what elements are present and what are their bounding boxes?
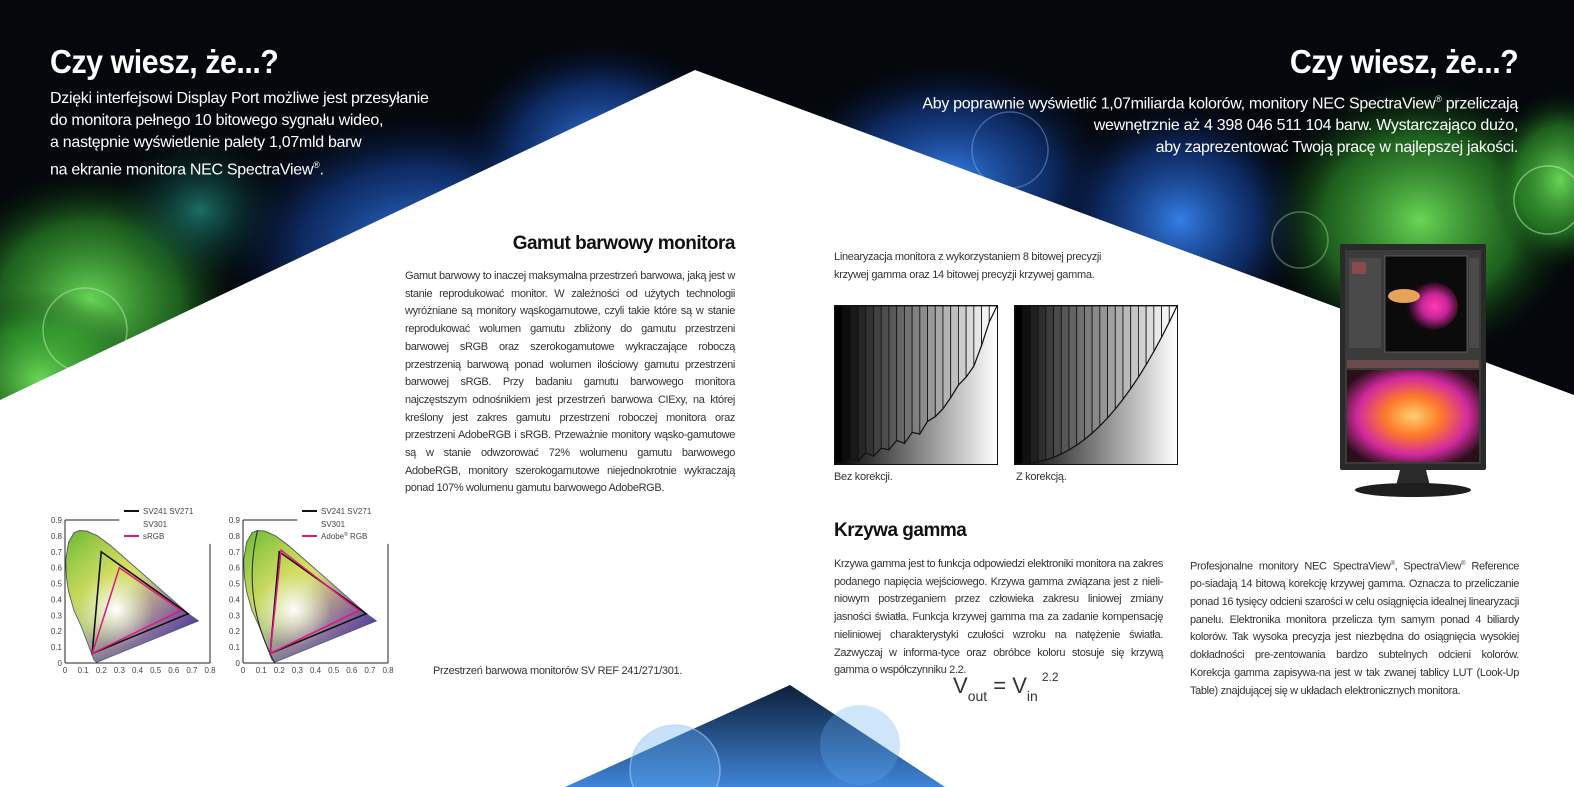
y-tick-label: 0.7	[228, 547, 240, 557]
gray-step-bar	[897, 306, 905, 443]
formula-equals: =	[987, 673, 1013, 698]
gray-step-bar	[1100, 306, 1108, 426]
legend-label-reference: sRGB	[143, 532, 165, 541]
gray-step-bar	[1061, 306, 1069, 454]
formula-sub-in: in	[1026, 688, 1038, 704]
pro-text-part: Profesjonalne monitory NEC SpectraView	[1190, 560, 1391, 573]
y-tick-label: 0	[235, 659, 240, 668]
x-tick-label: 0.6	[168, 666, 180, 675]
x-tick-label: 0.7	[186, 666, 198, 675]
uncorrected-label: Bez korekcji.	[834, 471, 893, 483]
x-tick-label: 0.2	[273, 666, 285, 675]
formula-exponent: 2.2	[1041, 670, 1059, 684]
gray-step-bar	[943, 306, 951, 409]
y-tick-label: 0.8	[50, 531, 62, 541]
cie-chart-srgb	[40, 502, 220, 682]
linearization-caption-line: krzywej gamma oraz 14 bitowej precyzji krzywej gamma.	[834, 269, 1095, 281]
gray-step-bar	[928, 306, 936, 421]
gamut-section-title: Gamut barwowy monitora	[512, 233, 735, 254]
gray-step-bar	[1123, 306, 1131, 399]
registered-mark: ®	[313, 160, 320, 170]
y-tick-label: 0.2	[50, 627, 62, 637]
gray-step-bar	[874, 306, 882, 456]
period: .	[319, 161, 324, 179]
x-tick-label: 0.5	[328, 666, 340, 675]
hero-right-line-text: Aby poprawnie wyświetlić 1,07miliarda kolorów, monitory NEC SpectraView	[922, 95, 1436, 113]
cie-chart-adobergb	[218, 502, 398, 682]
y-tick-label: 0.7	[50, 547, 62, 557]
x-tick-label: 0	[62, 666, 68, 675]
y-tick-label: 0.1	[50, 643, 62, 653]
y-tick-label: 0.9	[228, 516, 240, 525]
gray-step-bar	[920, 306, 928, 434]
hero-right-line-text: przeliczają	[1441, 95, 1518, 113]
legend-label-reference: Adobe® RGB	[321, 532, 368, 541]
pro-text-part: Reference po-siadają 14 bitową korekcję krzywej gamma. Oznacza to przeliczanie ponad 16 tysięcy odcieni szarości w celu osiągnięcia idealnej linearyzacji panelu. Elektronika monitora przelicza tym samym ponad 4 biliardy kolorów. Tak wysoka precyzja jest niezbędna do osiągnięcia wysokiej dokładności pre-zentowania bardzo subtelnych odcieni kolorów. Korekcja gamma zapisywa-na jest w tak zwanej tablicy LUT (Look-Up Table) znajdującej się w układach elektronicznych monitora.	[1190, 560, 1519, 697]
x-tick-label: 0.8	[204, 666, 216, 675]
y-tick-label: 0.6	[50, 563, 62, 573]
corrected-label: Z korekcją.	[1016, 471, 1067, 483]
hero-left-line: Dzięki interfejsowi Display Port możliwe jest przesyłanie	[50, 90, 429, 107]
gray-step-bar	[958, 306, 966, 385]
hero-left-text	[50, 88, 450, 181]
gray-step-bar	[850, 306, 858, 461]
y-tick-label: 0.4	[228, 595, 240, 605]
x-tick-label: 0.4	[309, 666, 322, 675]
registered-mark: ®	[1390, 561, 1395, 567]
x-tick-label: 0.1	[255, 666, 267, 675]
x-tick-label: 0.4	[131, 666, 144, 675]
legend-label-monitor: SV241 SV271	[321, 507, 372, 516]
pro-section-body	[1190, 556, 1519, 700]
hero-left-line: a następnie wyświetlenie palety 1,07mld barw	[50, 134, 362, 151]
y-tick-label: 0.4	[50, 595, 62, 605]
gray-step-bar	[1077, 306, 1085, 445]
y-tick-label: 0	[57, 659, 62, 668]
hero-right-line: aby zaprezentować Twoją pracę w najlepszej jakości.	[1155, 139, 1518, 157]
gray-step-bar	[1084, 306, 1092, 440]
gray-step-bar	[843, 306, 851, 462]
gray-step-bar	[1131, 306, 1139, 389]
gray-step-bar	[858, 306, 866, 461]
locus-white-point-shade	[66, 530, 198, 662]
x-tick-label: 0.6	[346, 666, 358, 675]
gray-step-bar	[904, 306, 912, 443]
gray-step-bar	[889, 306, 897, 450]
gamma-section-title: Krzywa gamma	[834, 520, 967, 541]
x-tick-label: 0.1	[77, 666, 89, 675]
x-tick-label: 0.2	[95, 666, 107, 675]
gray-step-bar	[881, 306, 889, 450]
legend-label-monitor: SV241 SV271	[143, 507, 194, 516]
gray-step-bar	[1030, 306, 1038, 463]
x-tick-label: 0.3	[291, 666, 303, 675]
gray-step-bar	[1023, 306, 1031, 464]
linearization-caption-line: Linearyzacja monitora z wykorzystaniem 8 bitowej precyzji	[834, 251, 1102, 263]
gray-step-bar	[1015, 306, 1023, 464]
gamma-section-body: Krzywa gamma jest to funkcja odpowiedzi elektroniki monitora na zakres podanego napięcia wejściowego. Krzywa gamma związana jest z nieli-niowym postrzeganiem przez człowieka zakresu liniowej zmiany jasności światła. Funkcja krzywej gamma ma za zadanie kompensację nieliniowej charakterystyki czułości wzroku na natężenie światła. Zazwyczaj w informa-tyce oraz obróbce koloru stosuje się krzywą gamma o współczynniku 2.2.	[834, 558, 1163, 677]
gamut-chart-caption: Przestrzeń barwowa monitorów SV REF 241/271/301.	[433, 665, 683, 677]
y-tick-label: 0.6	[228, 563, 240, 573]
formula-vout: V	[953, 673, 968, 698]
hero-left-line	[50, 154, 450, 181]
fish-tail	[1406, 282, 1458, 330]
hero-right-line: wewnętrznie aż 4 398 046 511 104 barw. Wystarczająco dużo,	[1093, 117, 1518, 135]
x-tick-label: 0.7	[364, 666, 376, 675]
x-tick-label: 0.3	[113, 666, 125, 675]
monitor-stand	[1355, 483, 1471, 497]
gamma-formula	[953, 670, 1059, 704]
locus-white-point-shade	[244, 530, 376, 662]
gray-step-bar	[1108, 306, 1116, 418]
gray-step-bar	[1115, 306, 1123, 409]
screen-photo-lower	[1347, 370, 1479, 462]
formula-vin: V	[1012, 673, 1027, 698]
y-tick-label: 0.9	[50, 516, 62, 525]
y-tick-label: 0.5	[50, 579, 62, 589]
gray-step-bar	[935, 306, 943, 417]
hero-left-line: do monitora pełnego 10 bitowego sygnału wideo,	[50, 112, 384, 129]
gamma-corrected-figure	[1014, 305, 1178, 465]
gray-step-bar	[1046, 306, 1054, 460]
registered-mark: ®	[1461, 561, 1466, 567]
x-tick-label: 0	[240, 666, 246, 675]
hero-right-text	[898, 88, 1518, 159]
gray-step-bar	[1092, 306, 1100, 433]
hero-left-line-text: na ekranie monitora NEC SpectraView	[50, 161, 314, 179]
y-tick-label: 0.2	[228, 627, 240, 637]
gamma-uncorrected-figure	[834, 305, 998, 465]
y-tick-label: 0.5	[228, 579, 240, 589]
gray-step-bar	[835, 306, 843, 464]
linearization-caption	[834, 248, 1134, 284]
legend-label-monitor-cont: SV301	[143, 520, 168, 529]
y-tick-label: 0.3	[228, 611, 240, 621]
hero-right-line	[898, 88, 1518, 115]
hero-right-title: Czy wiesz, że...?	[1289, 43, 1518, 80]
legend-label-monitor-cont: SV301	[321, 520, 346, 529]
screen-panel-right	[1469, 258, 1479, 348]
x-tick-label: 0.5	[150, 666, 162, 675]
y-tick-label: 0.3	[50, 611, 62, 621]
fish-body	[1388, 289, 1420, 303]
gray-step-bar	[912, 306, 920, 434]
gray-step-bar	[1069, 306, 1077, 450]
monitor-photo	[1340, 244, 1486, 498]
x-tick-label: 0.8	[382, 666, 394, 675]
hero-left-title: Czy wiesz, że...?	[50, 43, 279, 80]
y-tick-label: 0.8	[228, 531, 240, 541]
gamut-section-body: Gamut barwowy to inaczej maksymalna przestrzeń barwowa, jaką jest w stanie reprodukować monitor. W zależności od użytych technologii wyróżniane są monitory wąskogamutowe, czyli takie które są w stanie reprodukować wolumen gamutu zbliżony do gamutu przestrzeni barwowej sRGB oraz szerokogamutowe wykraczające roboczą przestrzenią barwową ponad wolumen ilościowy gamutu przestrzeni barwowej sRGB. Przy badaniu gamutu barwowego monitora najczęstszym odnośnikiem jest przestrzeń barwowa CIExy, na której kreślony jest zakres gamutu przestrzeni roboczej monitora oraz przestrzeni AdobeRGB i sRGB. Przeważnie monitory wąsko-gamutowe są w stanie odwzorować 72% wolumenu gamutu barwowego AdobeRGB, monitory szerokogamutowe niejednokrotnie wykraczają ponad 107% wolumenu gamutu barwowego AdobeRGB.	[405, 270, 735, 495]
thumbnail	[1352, 262, 1366, 274]
registered-mark: ®	[1435, 94, 1442, 104]
pro-text-part: , SpectraView	[1394, 560, 1462, 573]
gray-step-bar	[951, 306, 959, 398]
gray-step-bar	[1054, 306, 1062, 457]
gray-step-bar	[1038, 306, 1046, 462]
filmstrip	[1347, 360, 1479, 368]
gray-step-bar	[966, 306, 974, 377]
y-tick-label: 0.1	[228, 643, 240, 653]
gray-step-bar	[866, 306, 874, 456]
formula-sub-out: out	[967, 688, 988, 704]
